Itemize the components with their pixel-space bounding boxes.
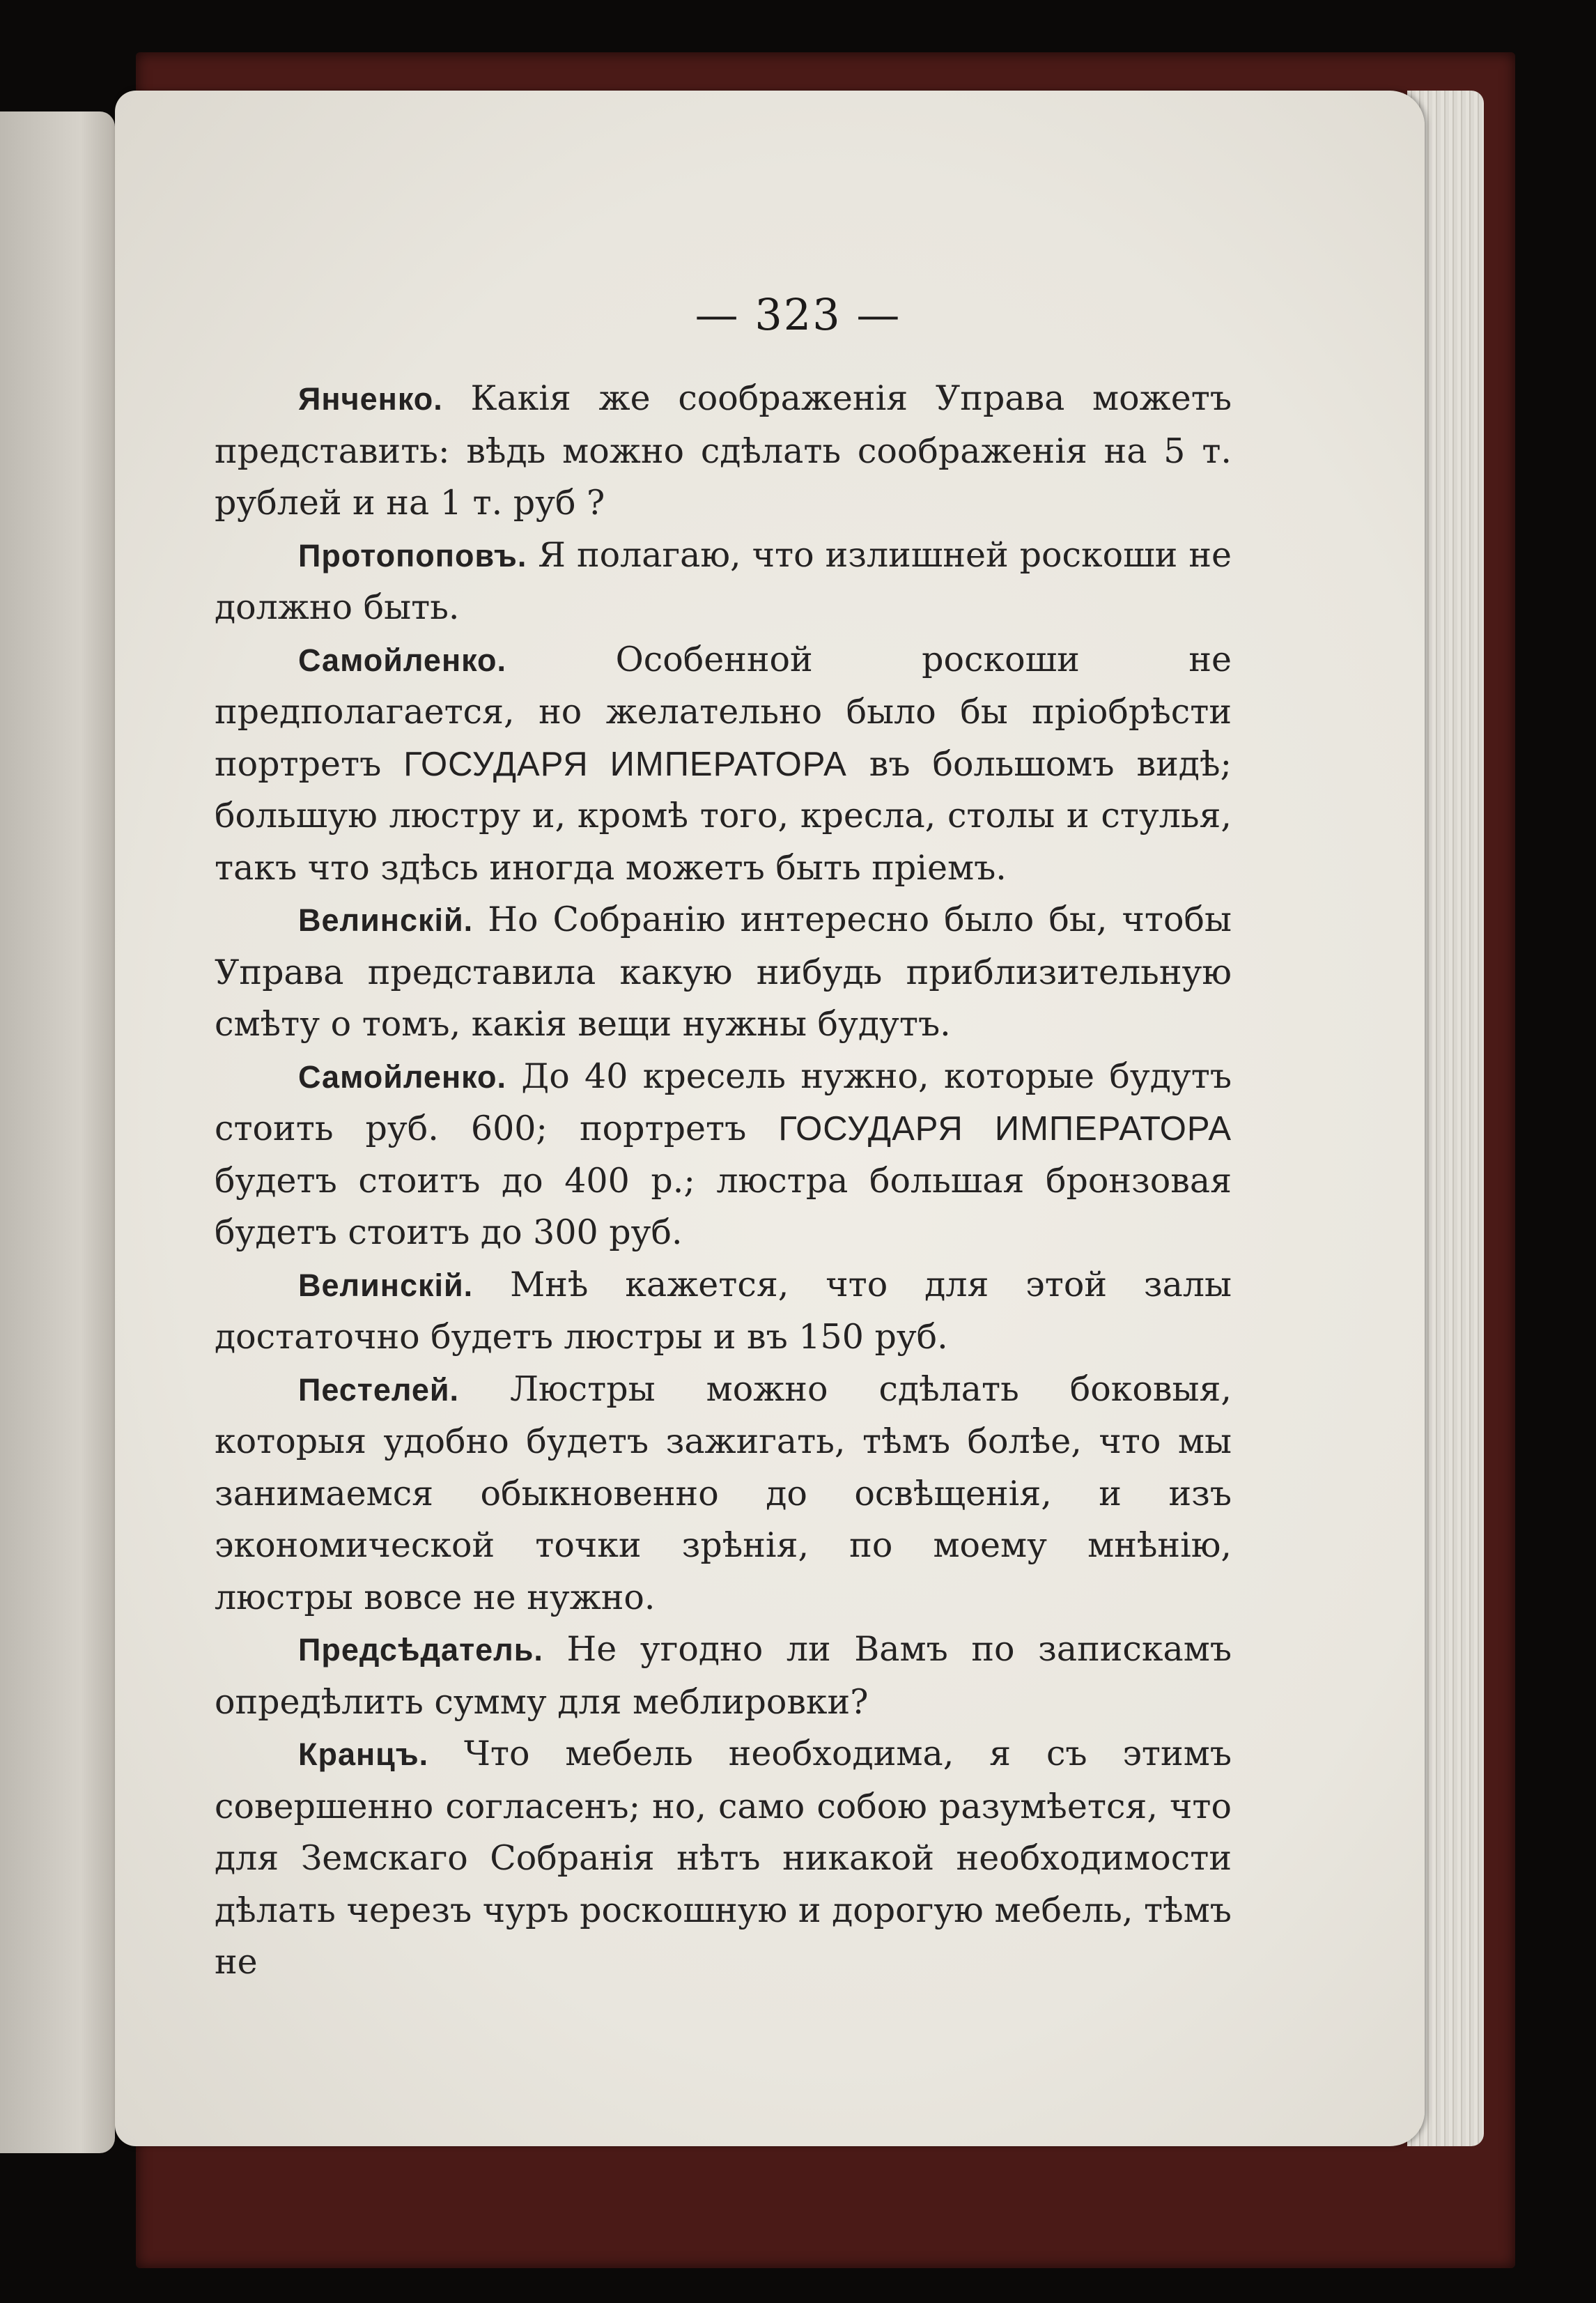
paragraph (215, 373, 1232, 530)
paragraph (215, 530, 1232, 634)
speech-text: До 40 кресель нужно, которые будутъ стоить руб. 600; портретъ (215, 1056, 1232, 1148)
speech-text: Какія же соображенія Управа можетъ представить: вѣдь можно сдѣлать соображенія на 5 т. рублей и на 1 т. руб ? (215, 378, 1232, 523)
emphasized-title: ГОСУДАРЯ ИМПЕРАТОРА (403, 745, 847, 783)
speaker-name: Велинскій. (298, 1267, 474, 1303)
body-text (215, 373, 1232, 1989)
speech-text: Но Собранію интересно было бы, чтобы Управа представила какую нибудь приблизительную смѣту о томъ, какія вещи нужны будутъ. (215, 900, 1232, 1044)
speech-text: Люстры можно сдѣлать боковыя, которыя удобно будетъ зажигать, тѣмъ болѣе, что мы занимаемся обыкновенно до освѣщенія, и изъ экономической точки зрѣнія, по моему мнѣнію, люстры вовсе не нужно. (215, 1369, 1232, 1617)
speaker-name: Самойленко. (298, 1058, 507, 1095)
emphasized-title: ГОСУДАРЯ ИМПЕРАТОРА (778, 1110, 1232, 1148)
paragraph (215, 634, 1232, 895)
speaker-name: Кранцъ. (298, 1736, 429, 1772)
paragraph (215, 1728, 1232, 1989)
speaker-name: Протопоповъ. (298, 537, 527, 573)
speaker-name: Самойленко. (298, 642, 507, 678)
speech-text: Мнѣ кажется, что для этой залы достаточно будетъ люстры и въ 150 руб. (215, 1264, 1232, 1357)
speaker-name: Предсѣдатель. (298, 1632, 543, 1667)
speech-text: будетъ стоитъ до 400 р.; люстра большая бронзовая будетъ стоитъ до 300 руб. (215, 1160, 1232, 1252)
speaker-name: Янченко. (298, 381, 443, 417)
speaker-name: Пестелей. (298, 1371, 460, 1408)
facing-page-edge (0, 111, 115, 2153)
speech-text: Не угодно ли Вамъ по запискамъ опредѣлить сумму для меблировки? (215, 1629, 1232, 1722)
speech-text: Я полагаю, что излишней роскоши не должно быть. (215, 534, 1232, 627)
paragraph (215, 1051, 1232, 1259)
speaker-name: Велинскій. (298, 902, 474, 938)
speech-text: въ большомъ видѣ; большую люстру и, кромѣ того, кресла, столы и стулья, такъ что здѣсь иногда можетъ быть пріемъ. (215, 744, 1232, 888)
paragraph (215, 1624, 1232, 1728)
paragraph (215, 894, 1232, 1051)
paragraph (215, 1364, 1232, 1624)
speech-text: Особенной роскоши не предполагается, но желательно было бы пріобрѣсти портретъ (215, 639, 1232, 784)
page-number: — 323 — (695, 289, 901, 340)
speech-text: Что мебель необходима, я съ этимъ совершенно согласенъ; но, само собою разумѣется, что для Земскаго Собранія нѣтъ никакой необходимости дѣлать черезъ чуръ роскошную и дорогую мебель, тѣмъ не (215, 1734, 1232, 1982)
paragraph (215, 1259, 1232, 1364)
